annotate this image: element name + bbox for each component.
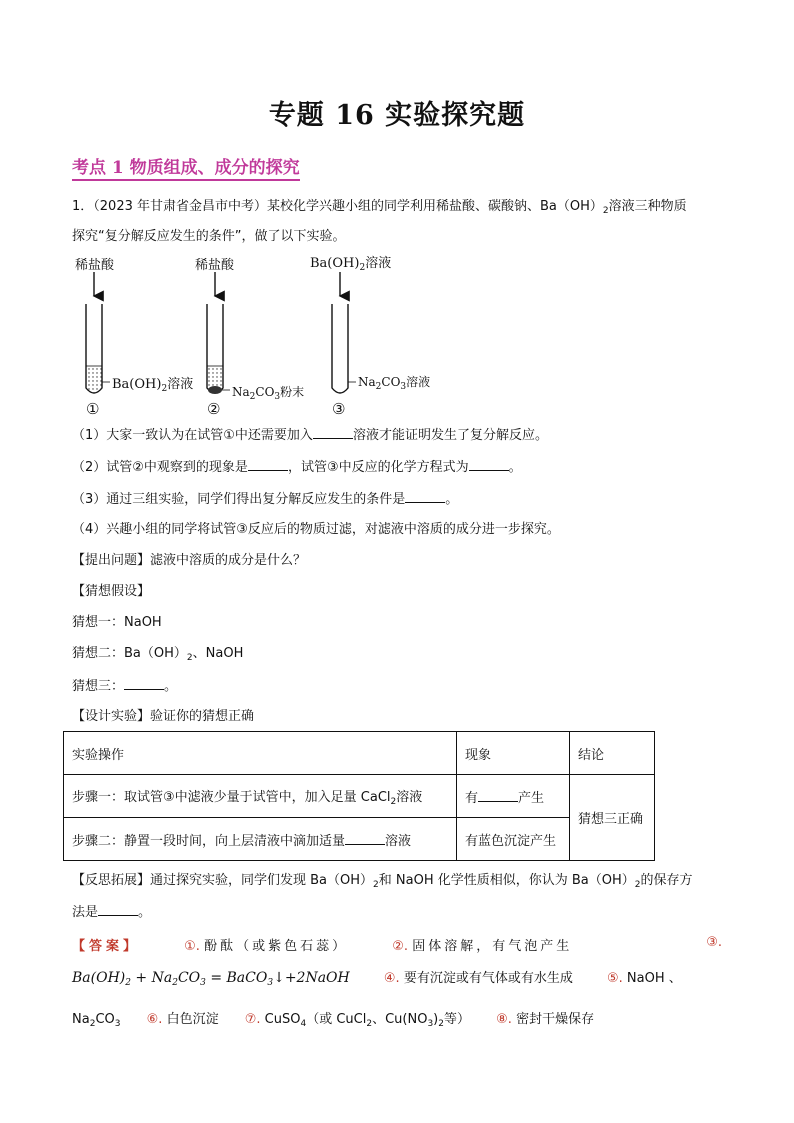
- answer-2: 固体溶解，有气泡产生: [412, 939, 573, 954]
- answer-1: 酚酞（或紫色石蕊）: [204, 939, 349, 954]
- header-phenomenon: 现象: [457, 732, 570, 775]
- hypothesis-1: 猜想一：NaOH: [72, 615, 162, 630]
- question-1: （1）大家一致认为在试管①中还需要加入 溶液才能证明发生了复分解反应。: [72, 428, 548, 443]
- page-title: 专题 16 实验探究题: [268, 100, 526, 131]
- design-heading: 【设计实验】验证你的猜想正确: [72, 709, 255, 724]
- section-heading: 考点 1 物质组成、成分的探究: [72, 153, 300, 181]
- hypothesis-2: 猜想二：$Ba(OH)_2$、NaOH: [72, 646, 244, 663]
- answer-blank-6: [478, 789, 518, 802]
- tube-1-reagent-label: 稀盐酸: [75, 258, 115, 273]
- answer-label: 【答案】: [72, 939, 141, 954]
- question-line-2: 探究“复分解反应发生的条件”，做了以下实验。: [72, 229, 346, 244]
- answer-blank-5: [124, 677, 164, 690]
- header-conclusion: 结论: [570, 732, 655, 775]
- tube-1-content-label: $Ba(OH)_2$溶液: [112, 377, 194, 394]
- answer-blank-3: [469, 458, 509, 471]
- tube-2-reagent-label: 稀盐酸: [195, 258, 235, 273]
- step-2-phenomenon: 有蓝色沉淀产生: [457, 818, 570, 861]
- answer-4: 要有沉淀或有气体或有水生成: [403, 971, 573, 986]
- tube-2-content-label: $Na_2CO_3$粉末: [232, 385, 305, 402]
- reflection-line-2: 法是 。: [72, 905, 152, 920]
- experiment-table: [63, 731, 655, 861]
- tube-3: [332, 272, 356, 393]
- question-line-1: 1．（2023 年甘肃省金昌市中考）某校化学兴趣小组的同学利用稀盐酸、碳酸钠、$Ba(OH)_2$溶液三种物质: [72, 199, 687, 216]
- chemical-equation: $Ba(OH)_2 + Na_2CO_3$ = BaCO$_3$↓+2NaOH: [72, 970, 350, 988]
- step-1-operation: 步骤一：取试管③中滤液少量于试管中，加入足量 CaCl$_2$溶液: [64, 775, 457, 818]
- tube-1-number: ①: [86, 400, 100, 418]
- hypothesis-3: 猜想三： 。: [72, 679, 178, 694]
- answer-line-3: $Na_2CO_3$ ⑥. 白色沉淀 ⑦. CuSO$_4$（或 CuCl$_2$、$Cu(NO_3)_2$等） ⑧. 密封干燥保存: [72, 1012, 595, 1029]
- answer-line-2: $Ba(OH)_2 + Na_2CO_3$ = BaCO$_3$↓+2NaOH ④. 要有沉淀或有气体或有水生成 ⑤. NaOH 、: [72, 970, 682, 988]
- answer-blank-2: [248, 458, 288, 471]
- step-2-operation: 步骤二：静置一段时间，向上层清液中滴加适量 溶液: [64, 818, 457, 861]
- tube-3-reagent-label: $Ba(OH)_2$溶液: [310, 256, 392, 273]
- tube-3-number: ③: [332, 400, 346, 418]
- answer-5-continued: $Na_2CO_3$: [72, 1012, 121, 1029]
- conclusion-cell: 猜想三正确: [570, 775, 655, 861]
- question-4: （4）兴趣小组的同学将试管③反应后的物质过滤，对滤液中溶质的成分进一步探究。: [72, 522, 560, 537]
- test-tube-figure: [60, 252, 460, 422]
- question-3: （3）通过三组实验，同学们得出复分解反应发生的条件是 。: [72, 492, 459, 507]
- raise-question: 【提出问题】滤液中溶质的成分是什么？: [72, 553, 307, 568]
- table-header-row: [64, 732, 655, 775]
- answer-5: NaOH 、: [626, 971, 682, 986]
- answer-blank-4: [405, 490, 445, 503]
- table-row: [64, 818, 655, 861]
- tube-2-number: ②: [207, 400, 221, 418]
- answer-line-1: 【答案】 ①. 酚酞（或紫色石蕊） ②. 固体溶解，有气泡产生 ③.: [72, 935, 722, 954]
- answer-6: 白色沉淀: [166, 1012, 219, 1027]
- table-row: [64, 775, 655, 818]
- tube-1: [86, 272, 110, 393]
- answer-8: 密封干燥保存: [516, 1012, 595, 1027]
- tube-2: [207, 272, 230, 394]
- question-2: （2）试管②中观察到的现象是 ，试管③中反应的化学方程式为 。: [72, 460, 522, 475]
- answer-blank-7: [345, 832, 385, 845]
- header-operation: 实验操作: [64, 732, 457, 775]
- step-1-phenomenon: 有 产生: [457, 775, 570, 818]
- answer-blank-8: [98, 903, 138, 916]
- answer-7: CuSO$_4$（或 CuCl$_2$、$Cu(NO_3)_2$等）: [264, 1012, 470, 1029]
- hypothesis-heading: 【猜想假设】: [72, 584, 151, 599]
- answer-blank-1: [313, 426, 353, 439]
- reflection-line-1: 【反思拓展】通过探究实验，同学们发现 $Ba(OH)_2$和 NaOH 化学性质相似，你认为 $Ba(OH)_2$的保存方: [72, 873, 693, 890]
- tube-3-content-label: $Na_2CO_3$溶液: [358, 375, 431, 392]
